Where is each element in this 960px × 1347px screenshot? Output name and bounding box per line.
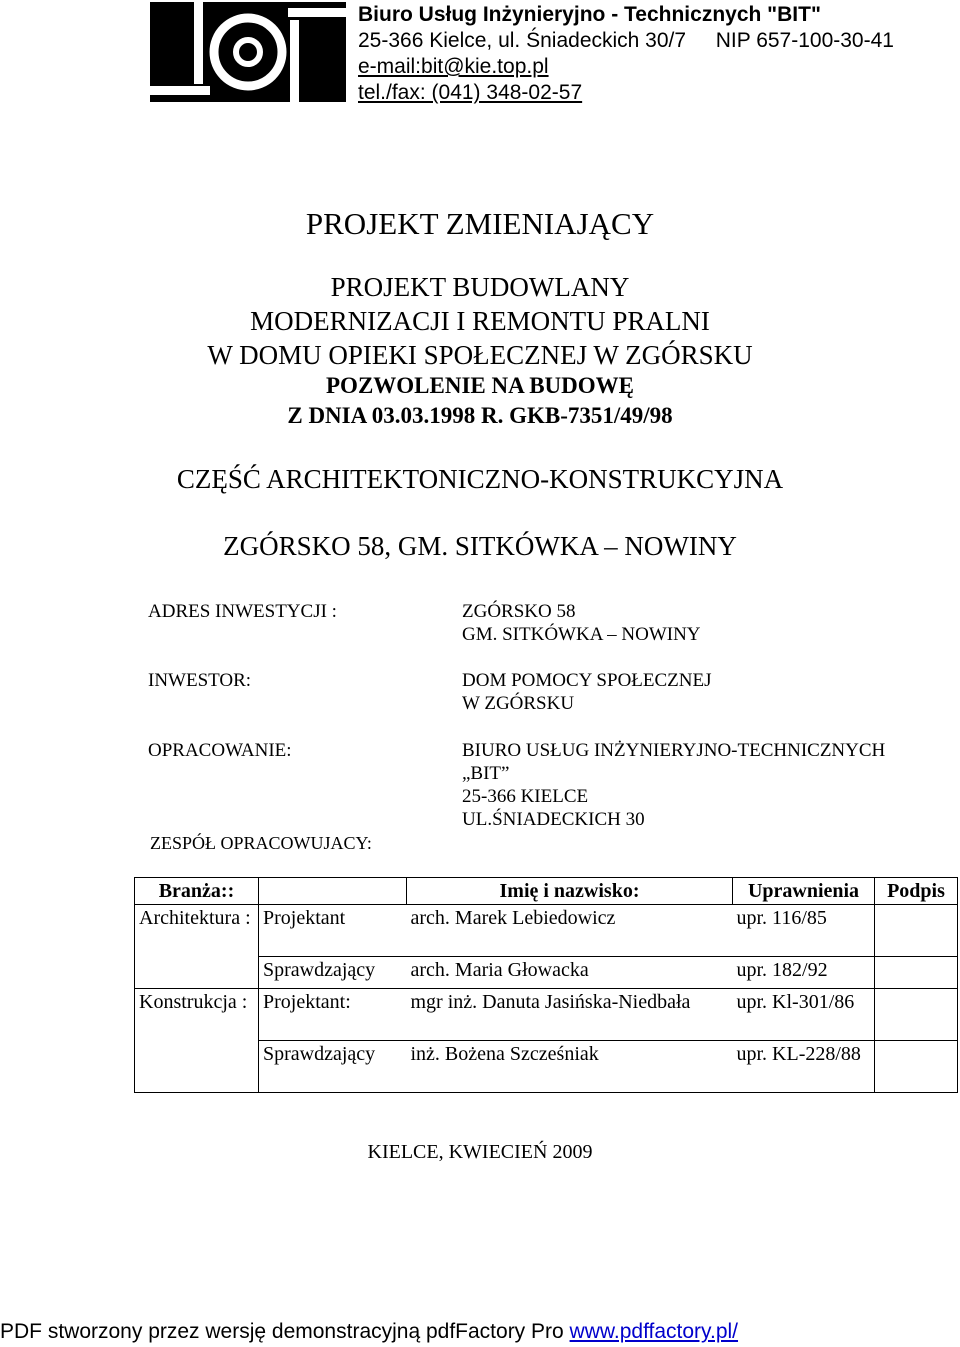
phone-text: tel./fax: (041) 348-02-57 bbox=[358, 81, 583, 104]
team-table bbox=[134, 877, 958, 1093]
cell-branch: Konstrukcja : bbox=[135, 989, 259, 1041]
prepared-label: OPRACOWANIE: bbox=[148, 740, 292, 761]
cell-license: upr. Kl-301/86 bbox=[733, 989, 875, 1041]
investor-value-2: W ZGÓRSKU bbox=[462, 693, 575, 714]
cell-signature bbox=[875, 957, 958, 989]
prepared-value-4: UL.ŚNIADECKICH 30 bbox=[462, 809, 645, 830]
header-role-blank bbox=[259, 878, 407, 905]
address-value-1: ZGÓRSKO 58 bbox=[462, 601, 576, 622]
table-header-row bbox=[135, 878, 958, 905]
cell-signature bbox=[875, 905, 958, 957]
cell-signature bbox=[875, 1041, 958, 1093]
address-value-2: GM. SITKÓWKA – NOWINY bbox=[462, 624, 701, 645]
table-row bbox=[135, 957, 958, 989]
cell-name: arch. Maria Głowacka bbox=[407, 957, 733, 989]
cell-branch bbox=[135, 957, 259, 989]
location-title: ZGÓRSKO 58, GM. SITKÓWKA – NOWINY bbox=[223, 531, 737, 561]
company-address bbox=[358, 28, 894, 54]
place-date: KIELCE, KWIECIEŃ 2009 bbox=[367, 1141, 593, 1163]
email-link[interactable]: e-mail:bit@kie.top.pl bbox=[358, 55, 549, 78]
footer-link[interactable]: www.pdffactory.pl/ bbox=[569, 1320, 739, 1343]
team-label: ZESPÓŁ OPRACOWUJACY: bbox=[150, 833, 372, 853]
investor-value-1: DOM POMOCY SPOŁECZNEJ bbox=[462, 670, 712, 691]
investor-label: INWESTOR: bbox=[148, 670, 252, 691]
cell-role: Sprawdzający bbox=[259, 957, 407, 989]
cell-role: Projektant: bbox=[259, 989, 407, 1041]
permit-line-2: Z DNIA 03.03.1998 R. GKB-7351/49/98 bbox=[287, 403, 673, 428]
nip-text: NIP 657-100-30-41 bbox=[715, 29, 894, 52]
table-row bbox=[135, 1041, 958, 1093]
permit-line-1: POZWOLENIE NA BUDOWĘ bbox=[326, 373, 634, 398]
cell-name: mgr inż. Danuta Jasińska-Niedbała bbox=[407, 989, 733, 1041]
cell-role: Sprawdzający bbox=[259, 1041, 407, 1093]
table-row bbox=[135, 989, 958, 1041]
company-email[interactable] bbox=[358, 54, 549, 80]
prepared-value-3: 25-366 KIELCE bbox=[462, 786, 589, 807]
prepared-value-2: „BIT” bbox=[462, 763, 510, 784]
address-text: 25-366 Kielce, ul. Śniadeckich 30/7 bbox=[358, 29, 687, 52]
cell-license: upr. 116/85 bbox=[733, 905, 875, 957]
table-row bbox=[135, 905, 958, 957]
main-title: PROJEKT ZMIENIAJĄCY bbox=[305, 206, 655, 241]
part-title: CZĘŚĆ ARCHITEKTONICZNO-KONSTRUKCYJNA bbox=[176, 464, 784, 494]
cell-branch bbox=[135, 1041, 259, 1093]
address-label: ADRES INWESTYCJI : bbox=[148, 601, 337, 622]
cell-name: inż. Bożena Szcześniak bbox=[407, 1041, 733, 1093]
header-license: Uprawnienia bbox=[733, 878, 875, 905]
prepared-value-1: BIURO USŁUG INŻYNIERYJNO-TECHNICZNYCH bbox=[462, 740, 886, 761]
cell-license: upr. KL-228/88 bbox=[733, 1041, 875, 1093]
cell-license: upr. 182/92 bbox=[733, 957, 875, 989]
company-phone bbox=[358, 80, 582, 106]
title-line-3: W DOMU OPIEKI SPOŁECZNEJ W ZGÓRSKU bbox=[207, 340, 753, 370]
cell-role: Projektant bbox=[259, 905, 407, 957]
company-name: Biuro Usług Inżynieryjno - Technicznych "BIT" bbox=[358, 3, 821, 26]
title-line-1: PROJEKT BUDOWLANY bbox=[330, 272, 630, 302]
title-line-2: MODERNIZACJI I REMONTU PRALNI bbox=[250, 306, 710, 336]
cell-name: arch. Marek Lebiedowicz bbox=[407, 905, 733, 957]
header-branch: Branża:: bbox=[135, 878, 259, 905]
footer-text: PDF stworzony przez wersję demonstracyjną pdfFactory Pro bbox=[0, 1320, 570, 1343]
header-name: Imię i nazwisko: bbox=[407, 878, 733, 905]
cell-branch: Architektura : bbox=[135, 905, 259, 957]
header-signature: Podpis bbox=[875, 878, 958, 905]
pdf-footer bbox=[0, 1318, 738, 1346]
cell-signature bbox=[875, 989, 958, 1041]
bit-logo bbox=[150, 2, 346, 102]
